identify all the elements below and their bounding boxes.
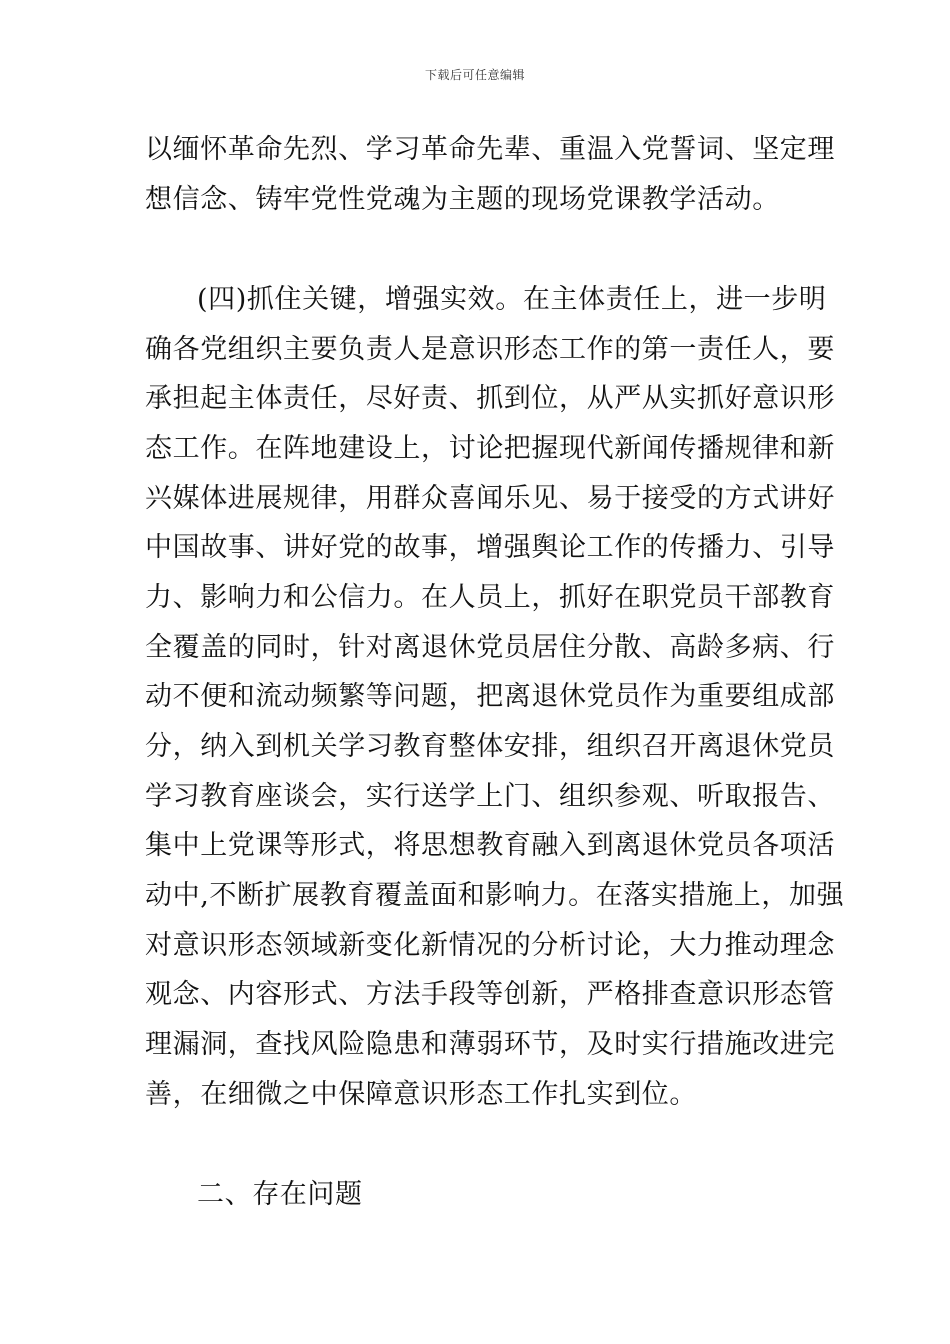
paragraph-2-line-16: 理漏洞，查找风险隐患和薄弱环节，及时实行措施改进完 (145, 1029, 835, 1060)
paragraph-2-line-5: 兴媒体进展规律，用群众喜闻乐见、易于接受的方式讲好 (145, 483, 835, 514)
paragraph-2-line-3: 承担起主体责任，尽好责、抓到位，从严从实抓好意识形 (145, 383, 835, 414)
paragraph-2-line-13: 动中,不断扩展教育覆盖面和影响力。在落实措施上，加强 (145, 880, 845, 911)
paragraph-1-line-1: 以缅怀革命先烈、学习革命先辈、重温入党誓词、坚定理 (145, 134, 835, 165)
paragraph-2-line-14: 对意识形态领域新变化新情况的分析讨论，大力推动理念 (145, 930, 835, 961)
paragraph-2-line-12: 集中上党课等形式，将思想教育融入到离退休党员各项活 (145, 830, 835, 861)
paragraph-1-line-2: 想信念、铸牢党性党魂为主题的现场党课教学活动。 (145, 184, 780, 215)
paragraph-2-line-1: (四)抓住关键，增强实效。在主体责任上，进一步明 (197, 284, 827, 315)
paragraph-2-line-9: 动不便和流动频繁等问题，把离退休党员作为重要组成部 (145, 681, 835, 712)
paragraph-2-line-15: 观念、内容形式、方法手段等创新，严格排查意识形态管 (145, 979, 835, 1010)
paragraph-2-line-2: 确各党组织主要负责人是意识形态工作的第一责任人，要 (145, 334, 835, 365)
paragraph-2-line-8: 全覆盖的同时，针对离退休党员居住分散、高龄多病、行 (145, 632, 835, 663)
paragraph-2-line-11: 学习教育座谈会，实行送学上门、组织参观、听取报告、 (145, 781, 835, 812)
paragraph-2-line-4: 态工作。在阵地建设上，讨论把握现代新闻传播规律和新 (145, 433, 835, 464)
paragraph-2-line-6: 中国故事、讲好党的故事，增强舆论工作的传播力、引导 (145, 532, 835, 563)
paragraph-2-line-7: 力、影响力和公信力。在人员上，抓好在职党员干部教育 (145, 582, 835, 613)
paragraph-2-line-17: 善，在细微之中保障意识形态工作扎实到位。 (145, 1079, 697, 1110)
section-heading: 二、存在问题 (197, 1179, 363, 1210)
page-header-note: 下载后可任意编辑 (424, 68, 525, 82)
paragraph-2-line-10: 分，纳入到机关学习教育整体安排，组织召开离退休党员 (145, 731, 835, 762)
